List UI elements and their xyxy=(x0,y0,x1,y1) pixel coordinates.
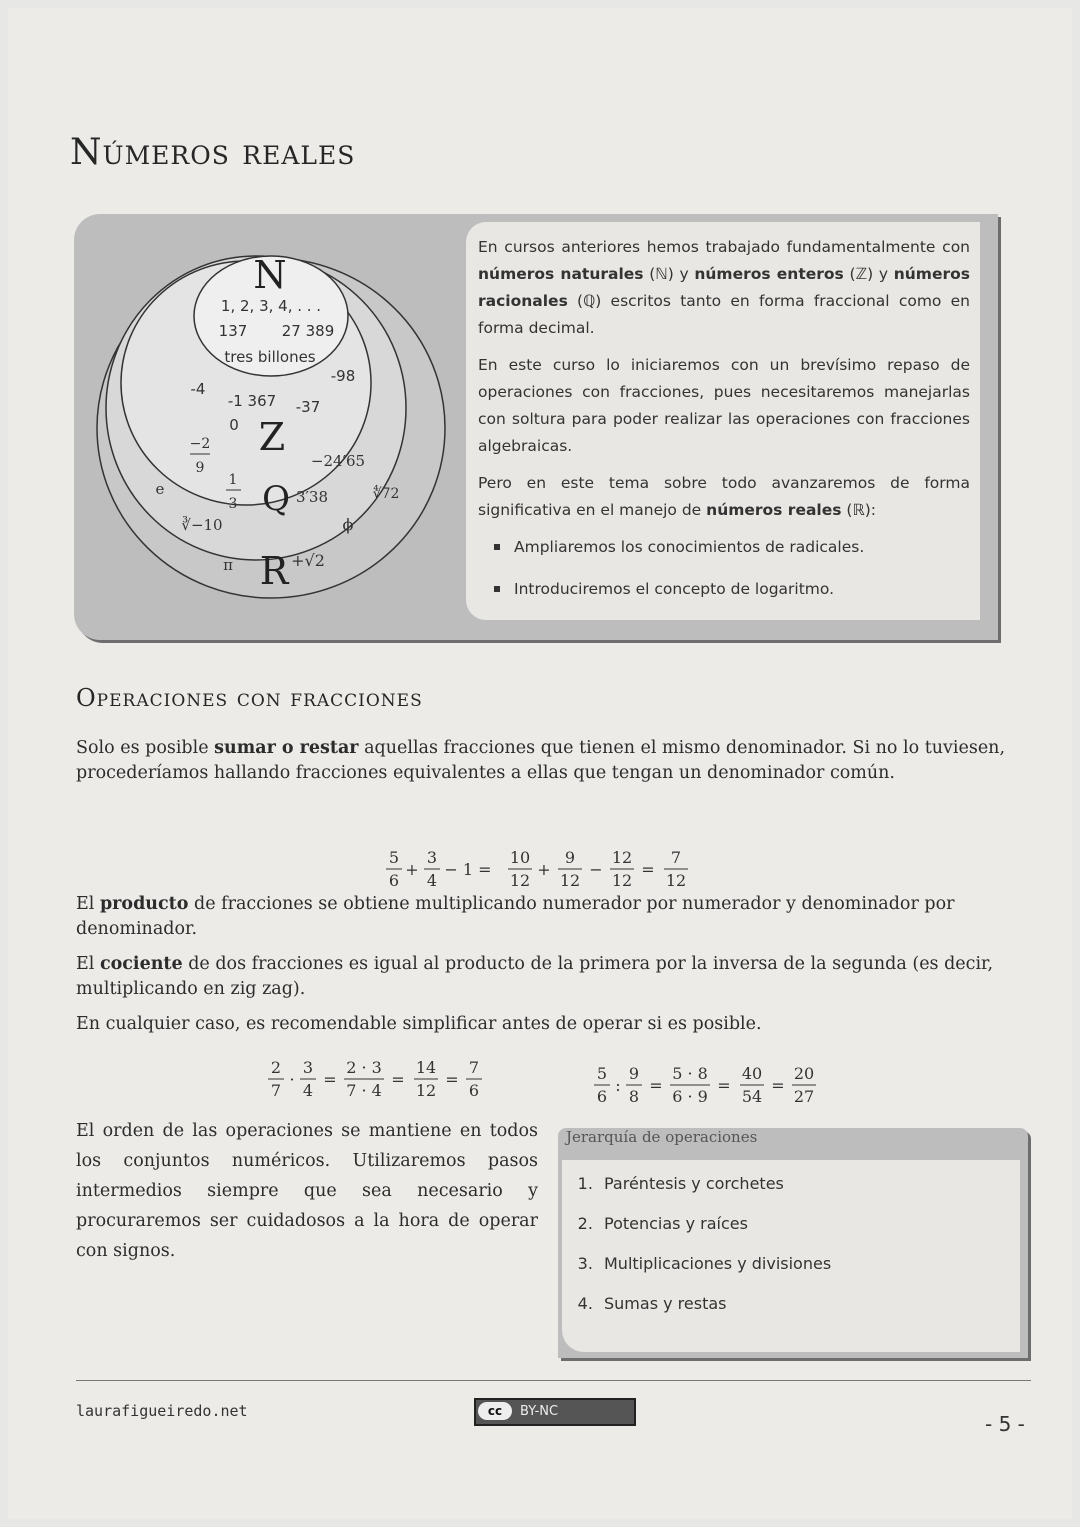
hierarchy-list xyxy=(598,1174,1020,1313)
license-badge xyxy=(474,1398,636,1426)
svg-text:2 · 3: 2 · 3 xyxy=(346,1058,382,1077)
svg-text:3: 3 xyxy=(426,848,438,867)
footer-site: laurafigueiredo.net xyxy=(76,1402,248,1420)
paragraph-order: El orden de las operaciones se mantiene en todos los conjuntos numéricos. Utilizaremos pasos intermedios siempre que sea necesario y procuraremos ser cuidadosos a la hora de operar con signos. xyxy=(76,1121,538,1261)
svg-text:7: 7 xyxy=(270,1081,282,1100)
svg-text:6: 6 xyxy=(468,1081,480,1100)
svg-text:40: 40 xyxy=(741,1064,763,1083)
svg-text:12: 12 xyxy=(415,1081,437,1100)
label-n3: tres billones xyxy=(224,348,316,366)
svg-text:=: = xyxy=(323,1070,337,1089)
svg-text:9: 9 xyxy=(628,1064,640,1083)
label-z2: -4 xyxy=(190,380,206,398)
label-r5: ∜72 xyxy=(372,486,400,502)
paragraph-simplify: En cualquier caso, es recomendable simplificar antes de operar si es posible. xyxy=(76,1014,762,1034)
label-r1: e xyxy=(155,480,165,498)
cc-icon: cc xyxy=(478,1402,512,1420)
label-q4: 1 xyxy=(228,472,238,488)
section-title: Operaciones con fracciones xyxy=(76,684,423,712)
svg-text:8: 8 xyxy=(628,1087,640,1106)
page-number: - 5 - xyxy=(985,1412,1025,1436)
svg-text:27: 27 xyxy=(793,1087,815,1106)
equation-product xyxy=(262,1056,502,1106)
svg-text:2: 2 xyxy=(270,1058,282,1077)
svg-text:−: − xyxy=(589,860,603,879)
svg-text:− 1 =: − 1 = xyxy=(444,860,492,879)
hierarchy-item: 4. Sumas y restas xyxy=(598,1294,1020,1313)
svg-text:12: 12 xyxy=(611,871,633,890)
label-q1: −24′65 xyxy=(310,452,366,470)
label-Z: Z xyxy=(258,415,286,459)
svg-text:12: 12 xyxy=(559,871,581,890)
label-n1: 1, 2, 3, 4, . . . xyxy=(220,297,322,315)
svg-text:=: = xyxy=(391,1070,405,1089)
paragraph-quotient: El cociente de dos fracciones es igual al producto de la primera por la inversa de la segunda (es decir, multiplicando en zig zag). xyxy=(76,954,994,999)
label-q6: 3′38 xyxy=(295,488,329,506)
intro-bullets xyxy=(514,534,970,603)
label-R: R xyxy=(259,549,289,593)
label-z1: -98 xyxy=(330,367,356,385)
svg-text:4: 4 xyxy=(302,1081,314,1100)
svg-text:12: 12 xyxy=(665,871,687,890)
svg-text:14: 14 xyxy=(415,1058,437,1077)
svg-text:5 · 8: 5 · 8 xyxy=(672,1064,708,1083)
svg-text:5: 5 xyxy=(388,848,400,867)
label-z4: -37 xyxy=(295,398,321,416)
label-z5: 0 xyxy=(229,416,239,434)
svg-text:12: 12 xyxy=(509,871,531,890)
svg-text:6: 6 xyxy=(388,871,400,890)
bullet-item: Introduciremos el concepto de logaritmo. xyxy=(514,576,970,603)
hierarchy-item: 1. Paréntesis y corchetes xyxy=(598,1174,1020,1193)
label-z3: -1 367 xyxy=(227,392,277,410)
label-q2: −2 xyxy=(189,436,211,452)
svg-text:7: 7 xyxy=(468,1058,480,1077)
svg-text:=: = xyxy=(717,1076,731,1095)
svg-text:7: 7 xyxy=(670,848,682,867)
svg-text::: : xyxy=(615,1076,621,1095)
label-r3: π xyxy=(223,556,233,574)
label-Q: Q xyxy=(262,479,290,519)
svg-text:=: = xyxy=(649,1076,663,1095)
svg-text:+: + xyxy=(537,860,551,879)
hierarchy-list-panel xyxy=(562,1160,1020,1352)
hierarchy-item: 3. Multiplicaciones y divisiones xyxy=(598,1254,1020,1273)
intro-paragraph-2: En este curso lo iniciaremos con un brevísimo repaso de operaciones con fracciones, pues necesitaremos manejarlas con soltura para poder realizar las operaciones con fracciones algebraicas. xyxy=(478,356,970,455)
page-title: Números reales xyxy=(70,132,356,173)
svg-text:·: · xyxy=(289,1070,295,1089)
label-q3: 9 xyxy=(195,460,205,476)
svg-text:+: + xyxy=(405,860,419,879)
label-q5: 3 xyxy=(228,496,238,512)
intro-paragraph-3: Pero en este tema sobre todo avanzaremos de forma significativa en el manejo de números reales (ℝ): xyxy=(478,474,970,519)
label-n2b: 27 389 xyxy=(281,322,335,340)
svg-text:6 · 9: 6 · 9 xyxy=(672,1087,708,1106)
intro-text xyxy=(466,222,980,620)
svg-text:=: = xyxy=(641,860,655,879)
svg-text:4: 4 xyxy=(426,871,438,890)
equation-sum xyxy=(380,846,700,896)
intro-paragraph-1: En cursos anteriores hemos trabajado fundamentalmente con números naturales (ℕ) y números enteros (ℤ) y números racionales (ℚ) escritos tanto en forma fraccional como en forma decimal. xyxy=(478,238,970,337)
svg-text:12: 12 xyxy=(611,848,633,867)
bullet-item: Ampliaremos los conocimientos de radicales. xyxy=(514,534,970,561)
svg-text:20: 20 xyxy=(793,1064,815,1083)
hierarchy-title: Jerarquía de operaciones xyxy=(566,1128,758,1146)
svg-text:3: 3 xyxy=(302,1058,314,1077)
svg-text:7 · 4: 7 · 4 xyxy=(346,1081,382,1100)
hierarchy-item: 2. Potencias y raíces xyxy=(598,1214,1020,1233)
svg-text:5: 5 xyxy=(596,1064,608,1083)
number-sets-diagram xyxy=(86,228,446,618)
paragraph-sum: Solo es posible sumar o restar aquellas fracciones que tienen el mismo denominador. Si no lo tuviesen, procederíamos hallando fracciones equivalentes a ellas que tengan un denominador común. xyxy=(76,738,1006,783)
svg-text:9: 9 xyxy=(564,848,576,867)
label-r6: ϕ xyxy=(342,515,354,534)
footer-divider xyxy=(76,1380,1031,1381)
svg-text:10: 10 xyxy=(509,848,531,867)
paragraph-product: El producto de fracciones se obtiene multiplicando numerador por numerador y denominador por denominador. xyxy=(76,894,955,939)
label-n2a: 137 xyxy=(218,322,248,340)
svg-text:54: 54 xyxy=(741,1087,763,1106)
label-r2: ∛−10 xyxy=(181,516,223,534)
label-N: N xyxy=(253,253,287,297)
equation-quotient xyxy=(588,1062,828,1112)
svg-text:6: 6 xyxy=(596,1087,608,1106)
label-r4: +√2 xyxy=(291,551,325,570)
svg-text:=: = xyxy=(445,1070,459,1089)
license-text: BY-NC xyxy=(520,1404,559,1419)
svg-text:=: = xyxy=(771,1076,785,1095)
